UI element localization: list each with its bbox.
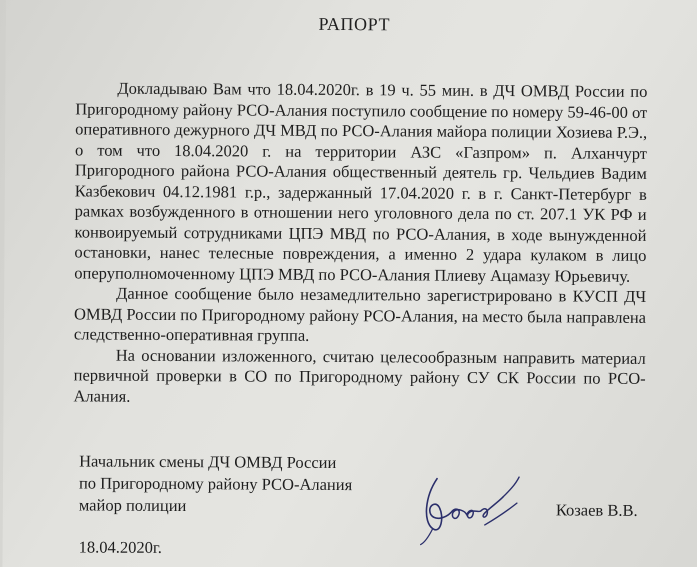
paragraph-report: Докладываю Вам что 18.04.2020г. в 19 ч. 55 мин. в ДЧ ОМВД России по Пригородному району РСО-Алания поступило сообщение по номеру 59-46-00 от оперативного дежурного ДЧ МВД по РСО-Алания майора полиции Хозиева Р.Э., о том что 18.04.2020 г. на территории АЗС «Газпром» п. Алханчурт Пригородного района РСО-Алания общественный деятель гр. Чельдиев Вадим Казбекович 04.12.1981 г.р., задержанный 17.04.2020 г. в г. Санкт-Петербург в рамках возбужденного в отношении него уголовного дела по ст. 207.1 УК РФ и конвоируемый сотрудниками ЦПЭ МВД по РСО-Алания, в ходе вынужденной остановки, нанес телесные повреждения, а именно 2 удара кулаком в лицо оперуполномоченному ЦПЭ МВД по РСО-Алания Плиеву Ацамазу Юрьевичу. <box>74 78 648 286</box>
signatory-name: Козаев В.В. <box>555 500 638 520</box>
document-title: РАПОРТ <box>318 13 391 35</box>
paragraph-registration: Данное сообщение было незамедлительно зарегистрировано в КУСП ДЧ ОМВД России по Пригородному району РСО-Алания, на место была направлена следственно-оперативная группа. <box>73 283 647 345</box>
document-date: 18.04.2020г. <box>78 537 162 557</box>
signatory-position-line2: по Пригородному району РСО-Алания <box>78 473 353 495</box>
signatory-position-line1: Начальник смены ДЧ ОМВД России <box>79 451 337 473</box>
signatory-rank: майор полиции <box>78 495 187 516</box>
handwritten-signature <box>415 467 525 548</box>
paper-sheet <box>2 0 697 567</box>
paragraph-conclusion: На основании изложенного, считаю целесообразным направить материал первичной проверки в СО по Пригородному району СУ СК России по РСО-Алания. <box>73 345 646 406</box>
document-body <box>73 78 647 409</box>
signatory-block <box>79 450 399 518</box>
